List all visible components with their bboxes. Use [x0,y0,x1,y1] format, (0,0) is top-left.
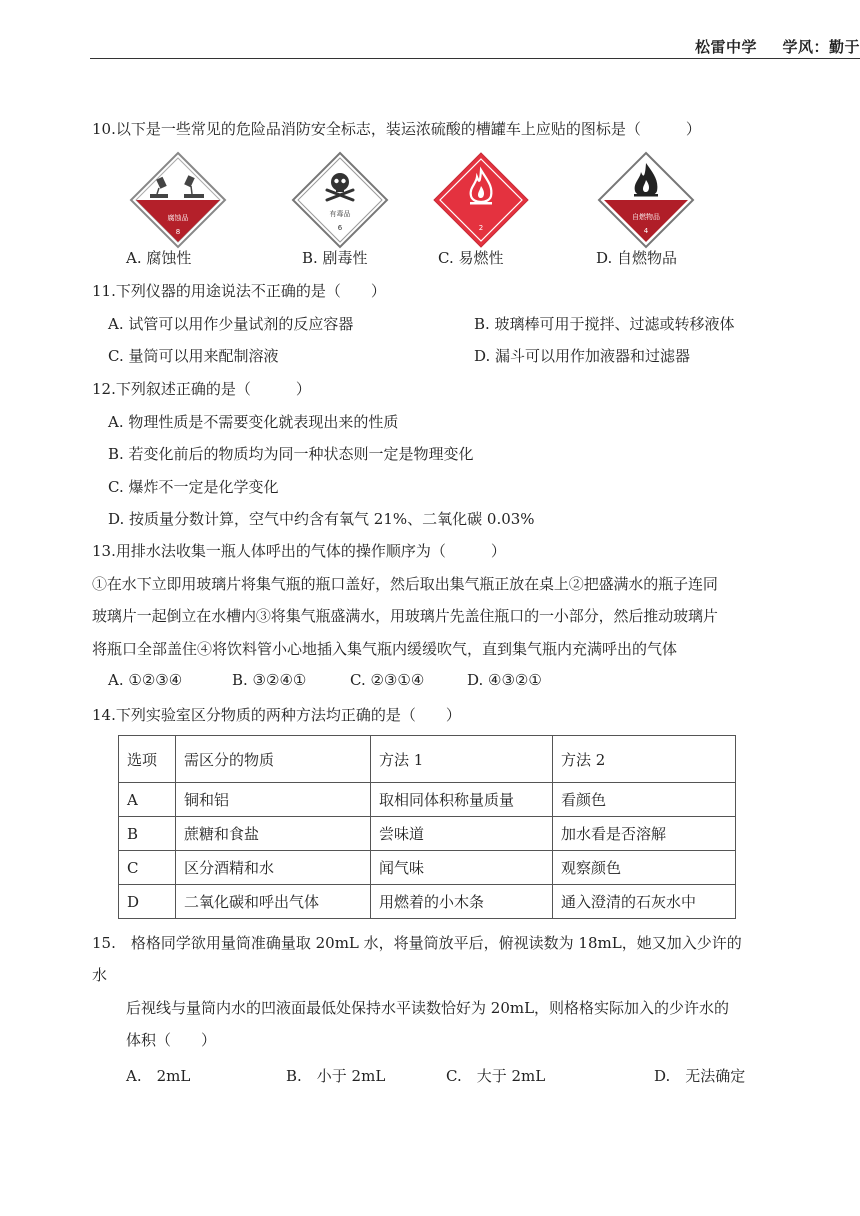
table-cell: 铜和铝 [176,783,371,817]
q13-line-3: 将瓶口全部盖住④将饮料管小心地插入集气瓶内缓缓吹气，直到集气瓶内充满呼出的气体 [92,640,678,658]
table-cell: 取相同体积称量质量 [371,783,553,817]
q15-line-3: 后视线与量筒内水的凹液面最低处保持水平读数恰好为 20mL，则格格实际加入的少许水的 [126,999,730,1017]
sign-a-class: 8 [175,228,181,236]
q10-option-d: D. 自燃物品 [596,249,678,267]
table-cell: 加水看是否溶解 [553,817,736,851]
q14-stem: 14.下列实验室区分物质的两种方法均正确的是（ ） [92,706,461,724]
q12-option-a: A. 物理性质是不需要变化就表现出来的性质 [108,413,399,431]
header-divider [90,58,860,59]
sign-b-class: 6 [337,224,343,232]
q15-line-2: 水 [92,966,108,984]
flammable-sign-icon [431,150,531,250]
q12-option-b: B. 若变化前后的物质均为同一种状态则一定是物理变化 [108,445,474,463]
table-cell: A [119,783,176,817]
table-header-cell: 方法 1 [371,736,553,783]
q12-option-d: D. 按质量分数计算，空气中约含有氧气 21%、二氧化碳 0.03% [108,510,535,528]
table-header-cell: 需区分的物质 [176,736,371,783]
q13-option-a: A. ①②③④ [108,671,183,689]
table-cell: 用燃着的小木条 [371,885,553,919]
spontaneous-combustion-sign-icon [596,150,696,250]
table-cell: 闻气味 [371,851,553,885]
table-header-row [119,736,736,783]
q15-line-1: 15. 格格同学欲用量筒准确量取 20mL 水，将量筒放平后，俯视读数为 18mL，她又加入少许的 [92,934,742,952]
q10-option-b: B. 剧毒性 [302,249,368,267]
table-cell: D [119,885,176,919]
q15-line-4: 体积（ ） [126,1031,217,1049]
q12-option-c: C. 爆炸不一定是化学变化 [108,478,279,496]
q13-option-c: C. ②③①④ [350,671,425,689]
q15-option-b: B. 小于 2mL [286,1067,386,1085]
sign-b-text: 有毒品 [329,210,351,218]
table-cell: 尝味道 [371,817,553,851]
page-header [695,36,860,57]
sign-d-class: 4 [643,227,649,235]
table-header-cell: 方法 2 [553,736,736,783]
q13-option-d: D. ④③②① [467,671,542,689]
q14-table [118,735,736,919]
q13-stem: 13.用排水法收集一瓶人体呼出的气体的操作顺序为（ ） [92,542,506,560]
table-cell: 观察颜色 [553,851,736,885]
q11-option-c: C. 量筒可以用来配制溶液 [108,347,279,365]
q11-option-a: A. 试管可以用作少量试剂的反应容器 [108,315,354,333]
q15-option-d: D. 无法确定 [654,1067,746,1085]
table-cell: C [119,851,176,885]
q10-stem: 10.以下是一些常见的危险品消防安全标志，装运浓硫酸的槽罐车上应贴的图标是（ ） [92,120,701,138]
table-row [119,817,736,851]
table-cell: 看颜色 [553,783,736,817]
table-cell: 二氧化碳和呼出气体 [176,885,371,919]
sign-c-class: 2 [478,224,484,232]
q10-option-a: A. 腐蚀性 [126,249,192,267]
school-name: 松雷中学 [695,38,758,56]
q12-stem: 12.下列叙述正确的是（ ） [92,380,311,398]
table-row [119,783,736,817]
school-motto: 学风：勤于 [782,38,860,56]
table-cell: 区分酒精和水 [176,851,371,885]
q13-option-b: B. ③②④① [232,671,307,689]
q11-stem: 11.下列仪器的用途说法不正确的是（ ） [92,282,386,300]
q13-line-1: ①在水下立即用玻璃片将集气瓶的瓶口盖好，然后取出集气瓶正放在桌上②把盛满水的瓶子连同 [92,575,718,593]
table-row [119,885,736,919]
table-cell: 通入澄清的石灰水中 [553,885,736,919]
q10-option-c: C. 易燃性 [438,249,504,267]
q15-option-a: A. 2mL [126,1067,191,1085]
table-header-cell: 选项 [119,736,176,783]
q13-line-2: 玻璃片一起倒立在水槽内③将集气瓶盛满水，用玻璃片先盖住瓶口的一小部分，然后推动玻璃片 [92,607,718,625]
toxic-sign-icon [290,150,390,250]
q11-option-b: B. 玻璃棒可用于搅拌、过滤或转移液体 [474,315,735,333]
table-row [119,851,736,885]
q11-option-d: D. 漏斗可以用作加液器和过滤器 [474,347,691,365]
sign-d-text: 自燃物品 [632,213,660,221]
table-cell: 蔗糖和食盐 [176,817,371,851]
sign-a-text: 腐蚀品 [167,214,189,222]
table-cell: B [119,817,176,851]
q15-option-c: C. 大于 2mL [446,1067,546,1085]
corrosive-sign-icon [128,150,228,250]
